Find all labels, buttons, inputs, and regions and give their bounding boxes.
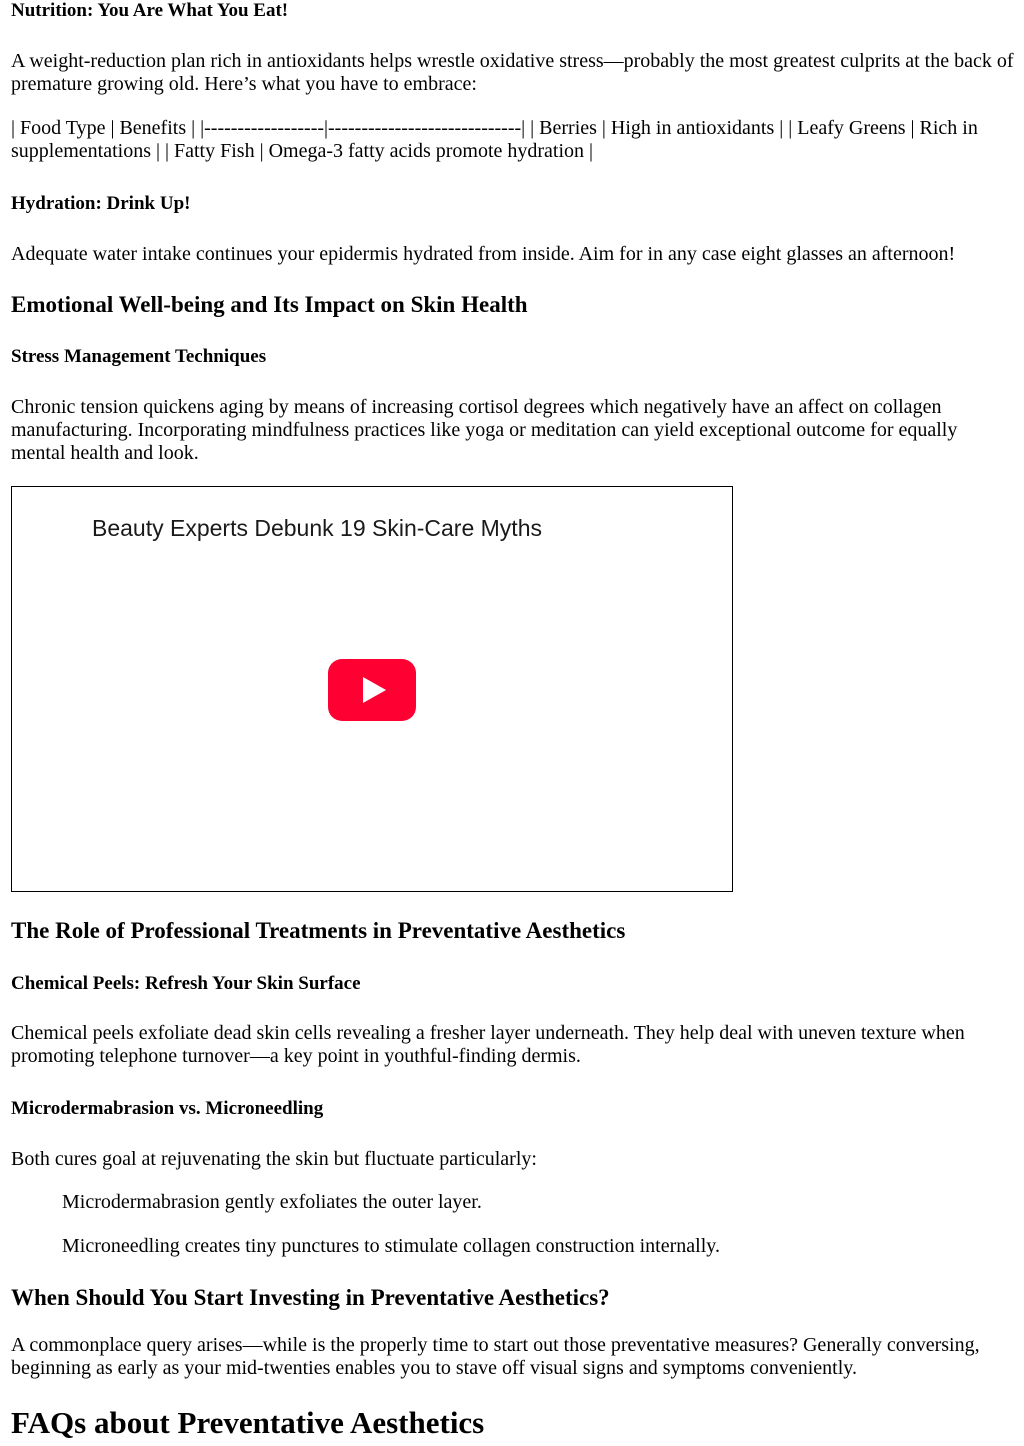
nutrition-heading: Nutrition: You Are What You Eat! — [11, 0, 289, 21]
hydration-heading: Hydration: Drink Up! — [11, 193, 191, 214]
nutrition-intro: A weight-reduction plan rich in antioxidants helps wrestle oxidative stress—probably the most greatest culprits at the back of premature growing old. Here’s what you have to embrace: — [11, 50, 1014, 95]
emotional-heading: Emotional Well-being and Its Impact on Skin Health — [11, 292, 528, 317]
stress-heading: Stress Management Techniques — [11, 346, 267, 367]
food-table-text: | Food Type | Benefits | |------------------|-----------------------------| | Berries | High in antioxidants | | Leafy Greens | Rich in supplementations | | Fatty Fish | Omega-3 fatty acids promote hydration | — [11, 117, 978, 162]
video-embed[interactable] — [11, 486, 733, 892]
professional-heading: The Role of Professional Treatments in Preventative Aesthetics — [11, 918, 626, 943]
when-text: A commonplace query arises—while is the properly time to start out those preventative measures? Generally conversing, beginning as early as your mid-twenties enables you to stave off visual signs and symptoms conveniently. — [11, 1334, 980, 1379]
list-item: Microneedling creates tiny punctures to stimulate collagen construction internally. — [62, 1235, 720, 1257]
video-title[interactable]: Beauty Experts Debunk 19 Skin-Care Myths — [92, 515, 542, 541]
stress-text: Chronic tension quickens aging by means of increasing cortisol degrees which negatively have an affect on collagen manufacturing. Incorporating mindfulness practices like yoga or meditation can yield exceptional outcome for equally mental health and look. — [11, 396, 958, 464]
when-heading: When Should You Start Investing in Preventative Aesthetics? — [11, 1285, 610, 1310]
peels-text: Chemical peels exfoliate dead skin cells revealing a fresher layer underneath. They help deal with uneven texture when promoting telephone turnover—a key point in youthful-finding dermis. — [11, 1022, 965, 1067]
list-item: Microdermabrasion gently exfoliates the outer layer. — [62, 1191, 482, 1213]
micro-heading: Microdermabrasion vs. Microneedling — [11, 1098, 324, 1119]
hydration-text: Adequate water intake continues your epidermis hydrated from inside. Aim for in any case eight glasses an afternoon! — [11, 243, 956, 265]
peels-heading: Chemical Peels: Refresh Your Skin Surface — [11, 973, 361, 994]
play-button[interactable] — [328, 659, 416, 721]
play-icon — [328, 659, 416, 721]
faqs-heading: FAQs about Preventative Aesthetics — [11, 1405, 485, 1440]
micro-text: Both cures goal at rejuvenating the skin but fluctuate particularly: — [11, 1148, 537, 1170]
